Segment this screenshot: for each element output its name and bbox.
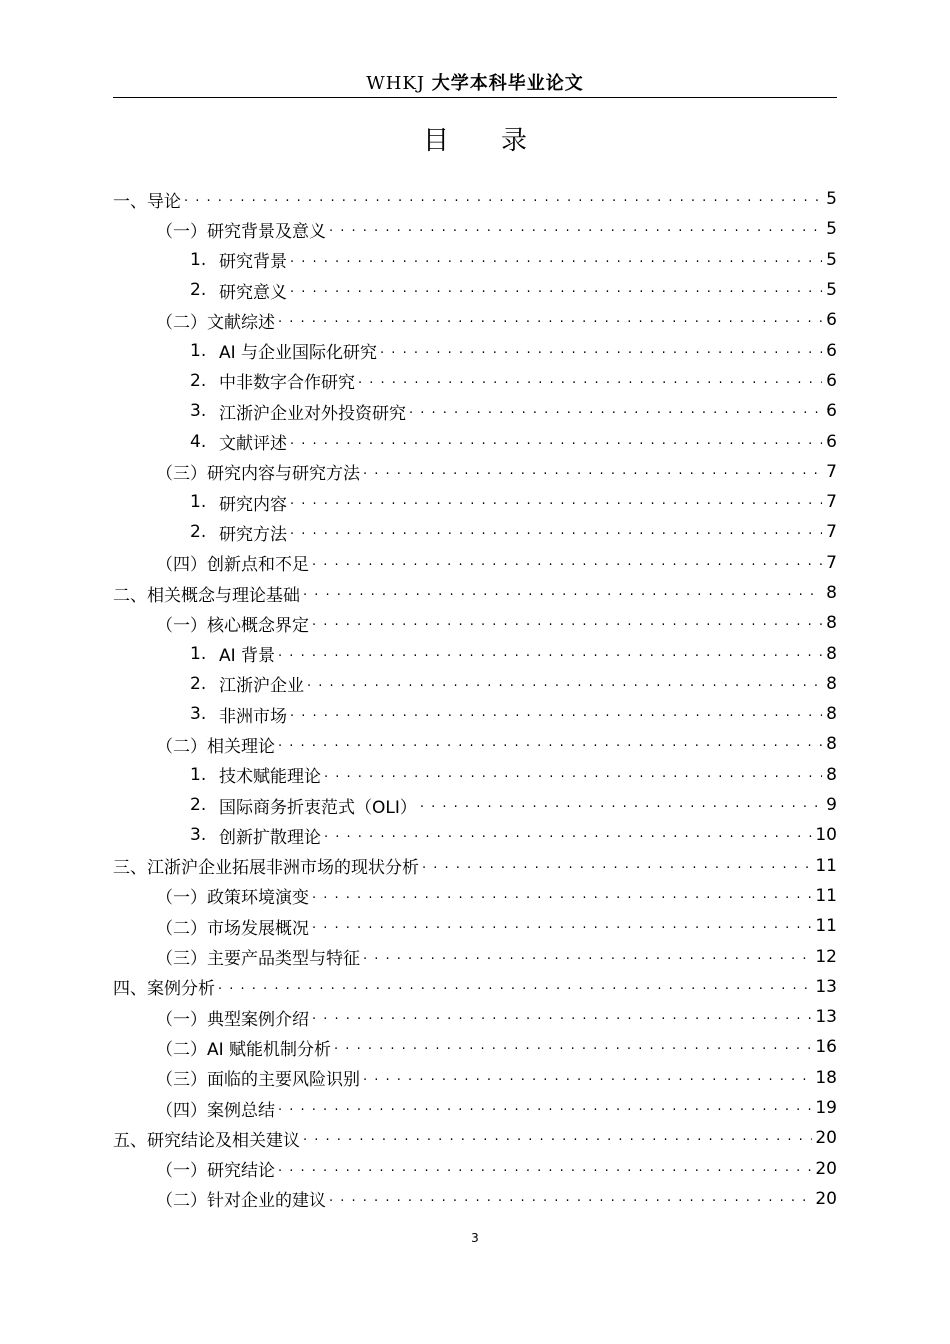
dot-leader (380, 336, 822, 366)
toc-entry-page: 7 (826, 522, 837, 543)
toc-entry-label: 国际商务折衷范式（OLI） (219, 797, 417, 818)
toc-entry-page: 11 (815, 855, 837, 876)
toc-entry-page: 13 (815, 976, 837, 997)
toc-entry-page: 6 (826, 401, 837, 422)
toc-entry-label: 非洲市场 (219, 706, 287, 727)
toc-entry-page: 11 (815, 916, 837, 937)
toc-entry[interactable] (113, 396, 837, 426)
dot-leader (422, 851, 812, 881)
toc-entry[interactable] (113, 184, 837, 214)
dot-leader (324, 760, 822, 790)
dot-leader (307, 669, 822, 699)
toc-entry-page: 6 (826, 340, 837, 361)
toc-entry-label: 江浙沪企业 (219, 676, 304, 697)
toc-entry-label: 文献评述 (219, 434, 287, 455)
dot-leader (278, 305, 822, 335)
toc-entry[interactable] (113, 790, 837, 820)
toc-entry-label: AI 与企业国际化研究 (219, 343, 378, 364)
toc-entry-page: 8 (826, 613, 837, 634)
toc-entry[interactable] (113, 1002, 837, 1032)
toc-entry-label: 创新扩散理论 (219, 827, 321, 848)
dot-leader (312, 1002, 812, 1032)
toc-entry-page: 8 (826, 673, 837, 694)
toc-entry[interactable] (113, 669, 837, 699)
toc-entry-label: （四）创新点和不足 (156, 555, 309, 576)
toc-entry[interactable] (113, 608, 837, 638)
toc-title: 目录 (422, 126, 579, 156)
toc-entry-label: （二）AI 赋能机制分析 (156, 1039, 332, 1060)
dot-leader (409, 396, 822, 426)
dot-leader (363, 942, 812, 972)
dot-leader (329, 214, 822, 244)
toc-entry[interactable] (113, 1063, 837, 1093)
toc-entry-page: 5 (826, 219, 837, 240)
dot-leader (329, 1184, 812, 1214)
toc-entry-page: 20 (815, 1158, 837, 1179)
toc-entry-page: 5 (826, 280, 837, 301)
dot-leader (184, 184, 822, 214)
dot-leader (290, 487, 822, 517)
toc-entry[interactable] (113, 275, 837, 305)
toc-entry[interactable] (113, 214, 837, 244)
toc-entry-number: 2. (190, 280, 207, 301)
toc-entry-page: 13 (815, 1007, 837, 1028)
toc-entry[interactable] (113, 1123, 837, 1153)
dot-leader (303, 578, 822, 608)
toc-entry-label: （二）文献综述 (156, 312, 275, 333)
toc-entry[interactable] (113, 972, 837, 1002)
toc-entry-label: （一）典型案例介绍 (156, 1009, 309, 1030)
toc-entry-page: 8 (826, 704, 837, 725)
toc-entry-label: 江浙沪企业对外投资研究 (219, 403, 406, 424)
toc-entry[interactable] (113, 911, 837, 941)
toc-entry-label: （一）研究背景及意义 (156, 221, 326, 242)
toc-entry-page: 6 (826, 310, 837, 331)
toc-entry[interactable] (113, 820, 837, 850)
toc-entry[interactable] (113, 548, 837, 578)
toc-entry-label: 研究内容 (219, 494, 287, 515)
dot-leader (278, 729, 822, 759)
toc-entry-number: 2. (190, 673, 207, 694)
toc-entry-label: 研究背景 (219, 252, 287, 273)
dot-leader (363, 1063, 812, 1093)
toc-entry[interactable] (113, 760, 837, 790)
toc-entry-label: （三）研究内容与研究方法 (156, 464, 360, 485)
toc-entry-page: 7 (826, 492, 837, 513)
toc-entry-label: 四、案例分析 (113, 979, 215, 1000)
toc-entry-label: 一、导论 (113, 191, 181, 212)
toc-entry-page: 5 (826, 189, 837, 210)
dot-leader (324, 820, 812, 850)
dot-leader (218, 972, 812, 1002)
toc-entry[interactable] (113, 335, 837, 365)
toc-entry-page: 12 (815, 946, 837, 967)
dot-leader (290, 699, 822, 729)
toc-entry-page: 10 (815, 825, 837, 846)
toc-entry[interactable] (113, 1093, 837, 1123)
toc-entry-number: 2. (190, 795, 207, 816)
header-prefix: WHKJ (366, 73, 426, 94)
header-text (366, 73, 584, 94)
toc-entry[interactable] (113, 941, 837, 971)
toc-entry-number: 3. (190, 704, 207, 725)
header-title: 大学本科毕业论文 (431, 73, 584, 94)
toc-entry-number: 2. (190, 370, 207, 391)
toc-entry-label: （二）相关理论 (156, 736, 275, 757)
toc-entry[interactable] (113, 457, 837, 487)
dot-leader (290, 275, 822, 305)
toc-entry-page: 16 (815, 1037, 837, 1058)
toc-entry-label: （四）案例总结 (156, 1100, 275, 1121)
toc-entry-number: 1. (190, 340, 207, 361)
toc-entry-page: 7 (826, 552, 837, 573)
toc-entry-label: （二）市场发展概况 (156, 918, 309, 939)
toc-entry[interactable] (113, 699, 837, 729)
dot-leader (278, 1154, 812, 1184)
dot-leader (312, 608, 822, 638)
toc-entry-number: 1. (190, 643, 207, 664)
toc-entry-label: （三）面临的主要风险识别 (156, 1070, 360, 1091)
dot-leader (420, 790, 822, 820)
dot-leader (278, 1093, 812, 1123)
toc-entry-label: （一）核心概念界定 (156, 615, 309, 636)
toc-entry-label: 技术赋能理论 (219, 767, 321, 788)
toc-entry-label: （一）政策环境演变 (156, 888, 309, 909)
dot-leader (303, 1123, 812, 1153)
toc-entry[interactable] (113, 638, 837, 668)
page-number: 3 (471, 1231, 479, 1245)
toc-entry-page: 19 (815, 1098, 837, 1119)
toc-entry[interactable] (113, 851, 837, 881)
toc-entry[interactable] (113, 426, 837, 456)
toc-entry-number: 3. (190, 401, 207, 422)
toc-entry[interactable] (113, 517, 837, 547)
toc-entry-label: 五、研究结论及相关建议 (113, 1130, 300, 1151)
toc-entry-label: AI 背景 (219, 646, 276, 667)
toc-entry[interactable] (113, 366, 837, 396)
toc-entry-page: 9 (826, 795, 837, 816)
toc-entry-label: 中非数字合作研究 (219, 373, 355, 394)
toc-entry[interactable] (113, 881, 837, 911)
toc-entry[interactable] (113, 487, 837, 517)
toc-entry-number: 2. (190, 522, 207, 543)
toc-entry-label: （二）针对企业的建议 (156, 1191, 326, 1212)
page-header (113, 70, 837, 98)
dot-leader (334, 1032, 812, 1062)
toc-entry-label: 二、相关概念与理论基础 (113, 585, 300, 606)
dot-leader (290, 517, 822, 547)
toc-entry[interactable] (113, 1154, 837, 1184)
toc-entry-page: 6 (826, 370, 837, 391)
toc-entry-page: 8 (826, 643, 837, 664)
dot-leader (312, 548, 822, 578)
toc-entry-page: 5 (826, 249, 837, 270)
toc-entry-page: 18 (815, 1067, 837, 1088)
dot-leader (290, 245, 822, 275)
toc-entry-label: （一）研究结论 (156, 1161, 275, 1182)
toc-entry-number: 4. (190, 431, 207, 452)
toc-entry-label: 研究方法 (219, 524, 287, 545)
dot-leader (363, 457, 822, 487)
toc-entry-page: 20 (815, 1188, 837, 1209)
dot-leader (358, 366, 822, 396)
dot-leader (312, 881, 812, 911)
toc-entry-label: （三）主要产品类型与特征 (156, 949, 360, 970)
toc-entry-number: 3. (190, 825, 207, 846)
toc-entry-page: 7 (826, 461, 837, 482)
table-of-contents (113, 184, 837, 1214)
toc-entry-page: 8 (826, 583, 837, 603)
toc-entry-number: 1. (190, 249, 207, 270)
toc-entry[interactable] (113, 1032, 837, 1062)
toc-entry-page: 8 (826, 764, 837, 785)
toc-entry-page: 11 (815, 885, 837, 906)
toc-entry-page: 8 (826, 734, 837, 755)
toc-entry[interactable] (113, 729, 837, 759)
toc-entry-label: 研究意义 (219, 282, 287, 303)
dot-leader (278, 639, 822, 669)
toc-entry[interactable] (113, 1184, 837, 1214)
toc-entry-label: 三、江浙沪企业拓展非洲市场的现状分析 (113, 858, 419, 879)
dot-leader (312, 911, 812, 941)
toc-entry[interactable] (113, 245, 837, 275)
toc-entry-number: 1. (190, 492, 207, 513)
toc-entry-number: 1. (190, 764, 207, 785)
dot-leader (290, 427, 822, 457)
toc-entry[interactable] (113, 305, 837, 335)
toc-entry-page: 20 (815, 1128, 837, 1149)
toc-entry[interactable] (113, 578, 837, 608)
toc-entry-page: 6 (826, 431, 837, 452)
